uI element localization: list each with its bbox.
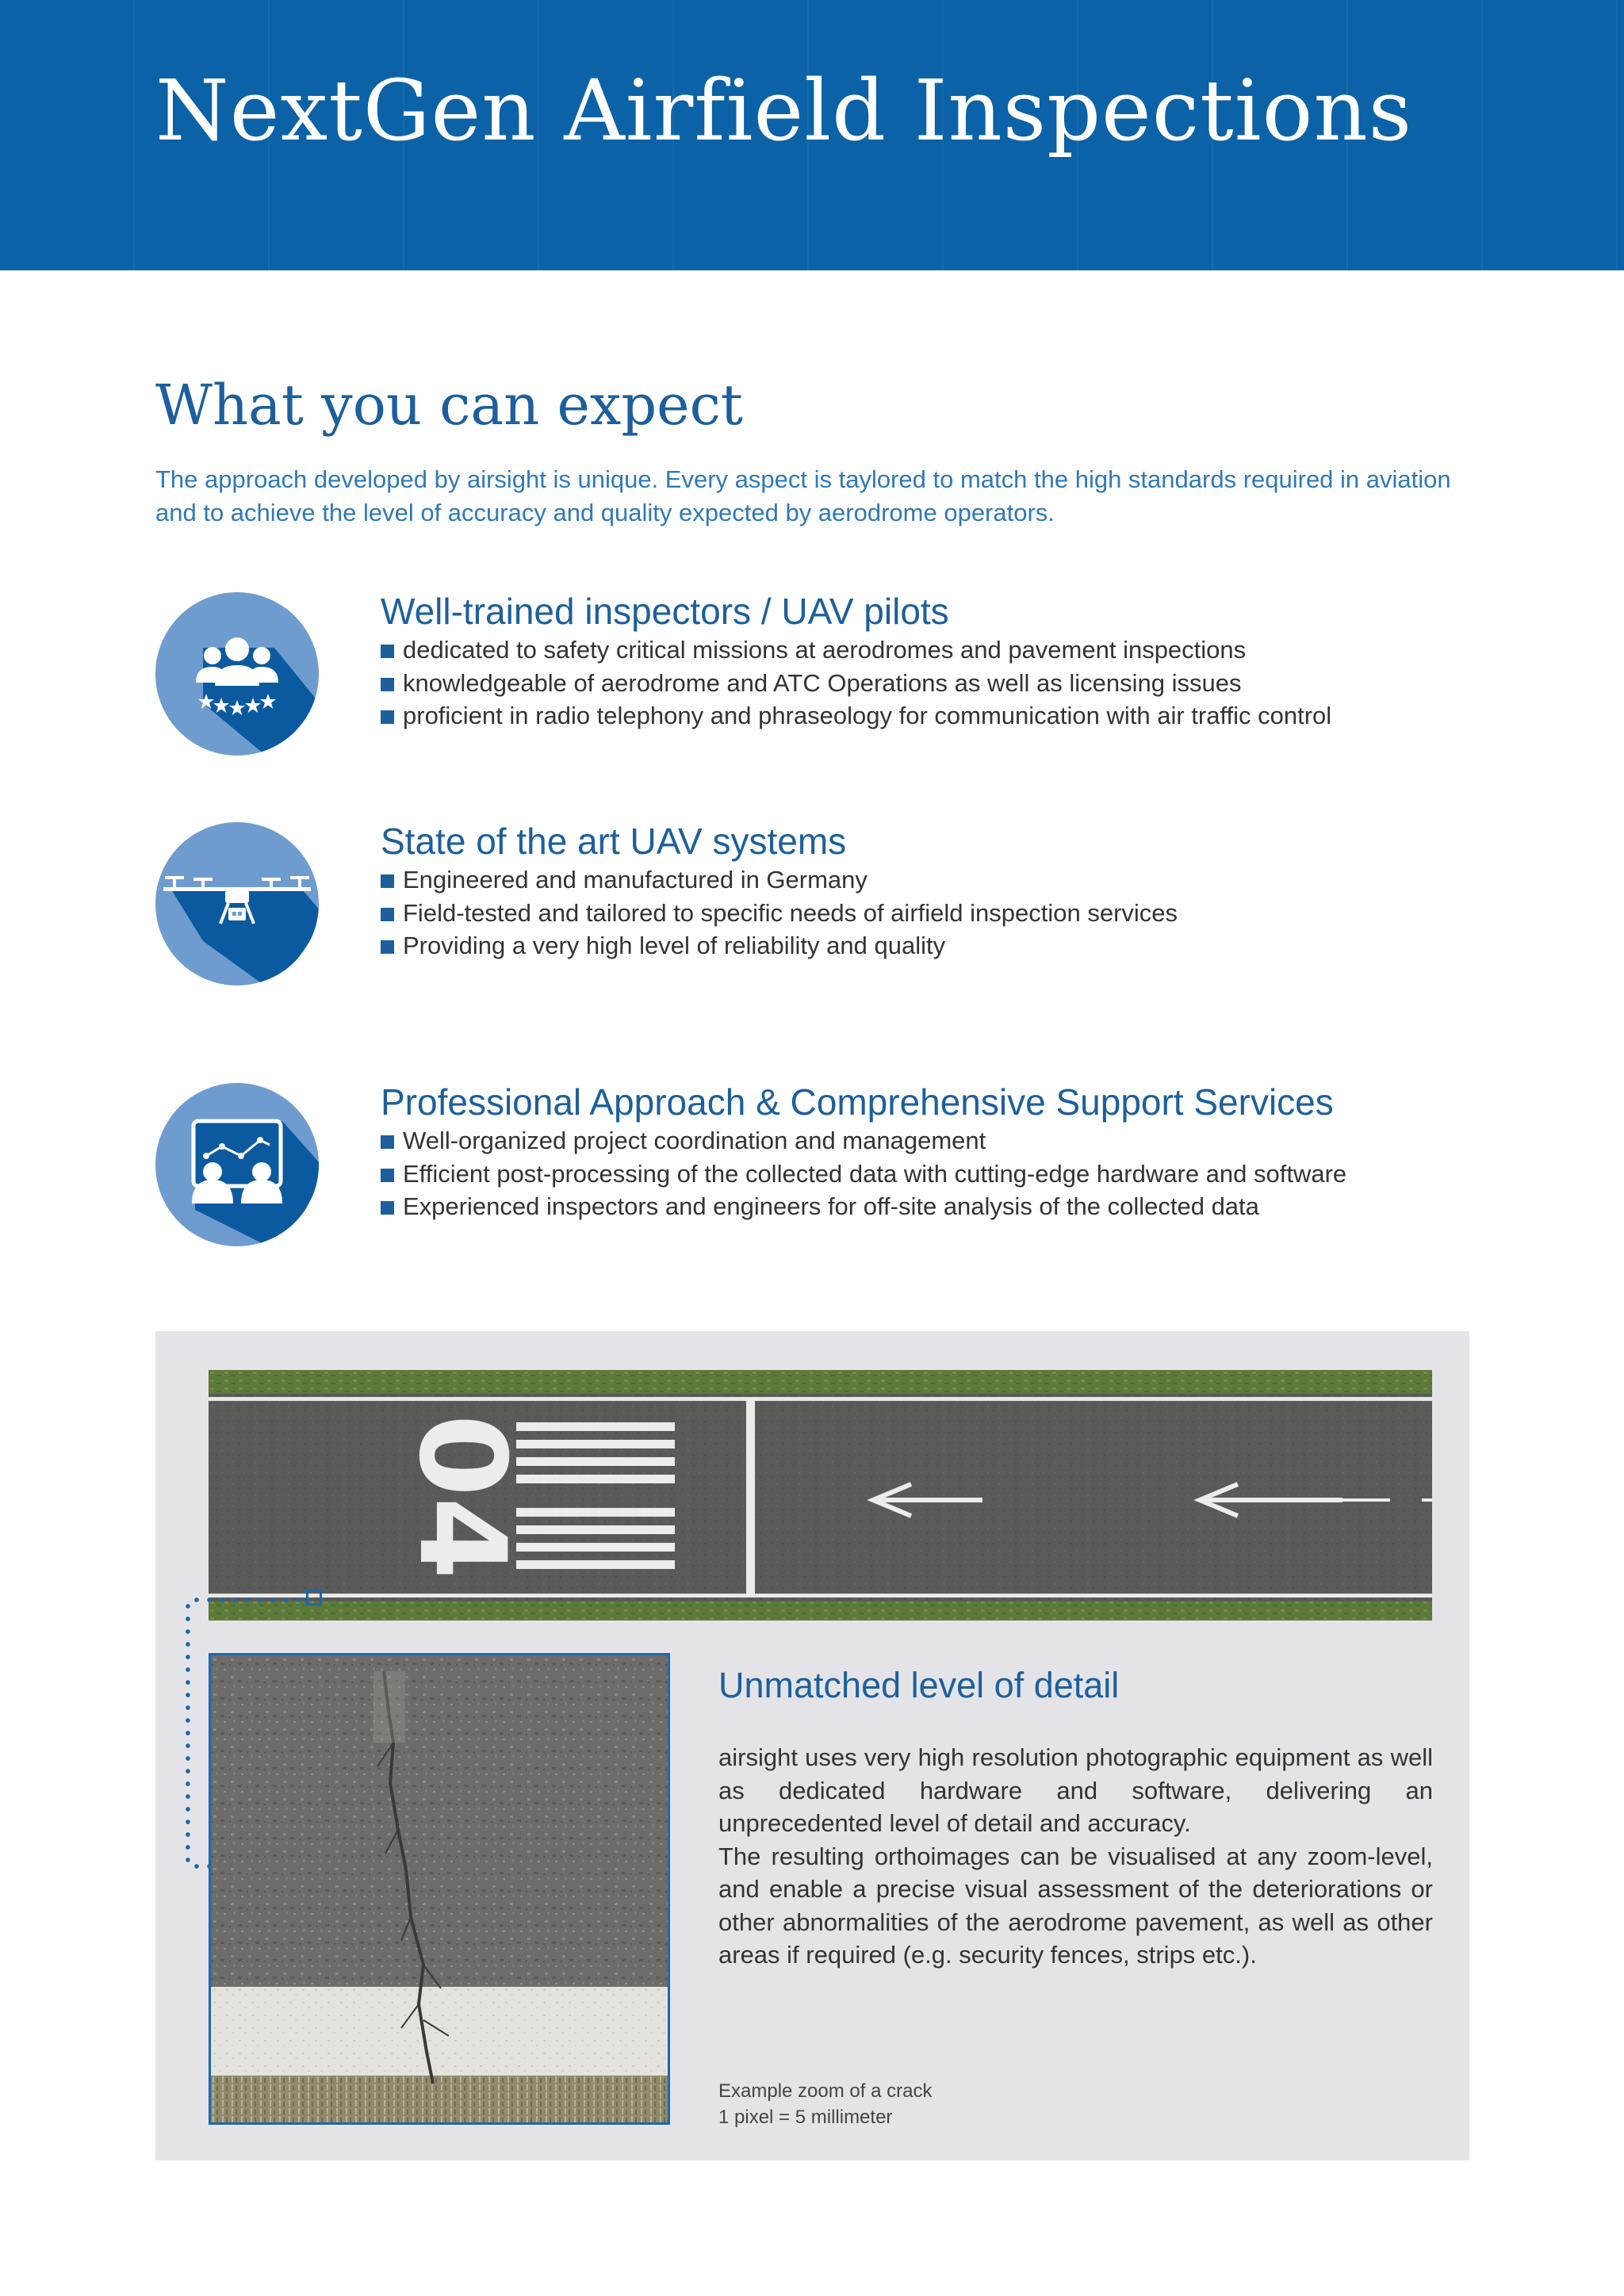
zoom-connector bbox=[186, 1600, 190, 1868]
feature-title: Well-trained inspectors / UAV pilots bbox=[381, 591, 949, 632]
bullet-square-icon bbox=[381, 678, 394, 691]
bullet-item: Experienced inspectors and engineers for off-site analysis of the collected data bbox=[381, 1190, 1507, 1223]
image-caption bbox=[718, 2078, 932, 2130]
bullet-item: Efficient post-processing of the collected data with cutting-edge hardware and software bbox=[381, 1158, 1507, 1191]
bullet-square-icon bbox=[381, 908, 394, 921]
team-pilots-icon bbox=[155, 592, 319, 756]
feature-title: State of the art UAV systems bbox=[381, 821, 847, 862]
bullet-square-icon bbox=[381, 940, 394, 954]
bullet-square-icon bbox=[381, 1135, 394, 1149]
bullet-square-icon bbox=[381, 1169, 394, 1182]
bullet-square-icon bbox=[381, 645, 394, 658]
runway-designator: 04 bbox=[393, 1414, 530, 1580]
section-title: What you can expect bbox=[155, 373, 743, 438]
presentation-support-icon bbox=[155, 1083, 319, 1246]
feature-inspectors bbox=[155, 592, 1503, 759]
intro-paragraph: The approach developed by airsight is unique. Every aspect is taylored to match the high standards required in aviation and to achieve the level of accuracy and quality expected by aerodrome operators. bbox=[155, 465, 1451, 526]
bullet-item: Field-tested and tailored to specific needs of airfield inspection services bbox=[381, 897, 1507, 930]
zoom-connector bbox=[190, 1598, 306, 1602]
feature-support-services bbox=[155, 1083, 1503, 1249]
detail-paragraph: airsight uses very high resolution photographic equipment as well as dedicated hardware and software, delivering an unprecedented level of detail and accuracy. bbox=[718, 1743, 1433, 1837]
bullet-square-icon bbox=[381, 1201, 394, 1215]
feature-title: Professional Approach & Comprehensive Support Services bbox=[381, 1081, 1334, 1123]
bullet-item: Providing a very high level of reliability and quality bbox=[381, 929, 1507, 962]
detail-paragraph: The resulting orthoimages can be visualised at any zoom-level, and enable a precise visual assessment of the deteriorations or other abnormalities of the aerodrome pavement, as well as other areas if required (e.g. security fences, strips etc.). bbox=[718, 1842, 1433, 1969]
crack-zoom-image bbox=[209, 1653, 670, 2125]
zoom-region-marker bbox=[306, 1590, 322, 1605]
caption-line: 1 pixel = 5 millimeter bbox=[718, 2107, 893, 2128]
bullet-item: proficient in radio telephony and phraseology for communication with air traffic control bbox=[381, 699, 1507, 733]
bullet-item: Engineered and manufactured in Germany bbox=[381, 863, 1507, 897]
caption-line: Example zoom of a crack bbox=[718, 2080, 933, 2102]
bullet-item: dedicated to safety critical missions at aerodromes and pavement inspections bbox=[381, 633, 1507, 667]
feature-uav-systems bbox=[155, 822, 1503, 989]
detail-title: Unmatched level of detail bbox=[718, 1665, 1120, 1705]
bullet-square-icon bbox=[381, 874, 394, 888]
bullet-item: Well-organized project coordination and management bbox=[381, 1124, 1507, 1158]
runway-aerial-image bbox=[209, 1370, 1432, 1621]
bullet-square-icon bbox=[381, 710, 394, 724]
page-title: NextGen Airfield Inspections bbox=[155, 62, 1413, 159]
bullet-item: knowledgeable of aerodrome and ATC Operations as well as licensing issues bbox=[381, 667, 1507, 700]
detail-description bbox=[718, 1741, 1433, 1972]
header-banner bbox=[0, 0, 1624, 270]
drone-icon bbox=[155, 822, 319, 985]
